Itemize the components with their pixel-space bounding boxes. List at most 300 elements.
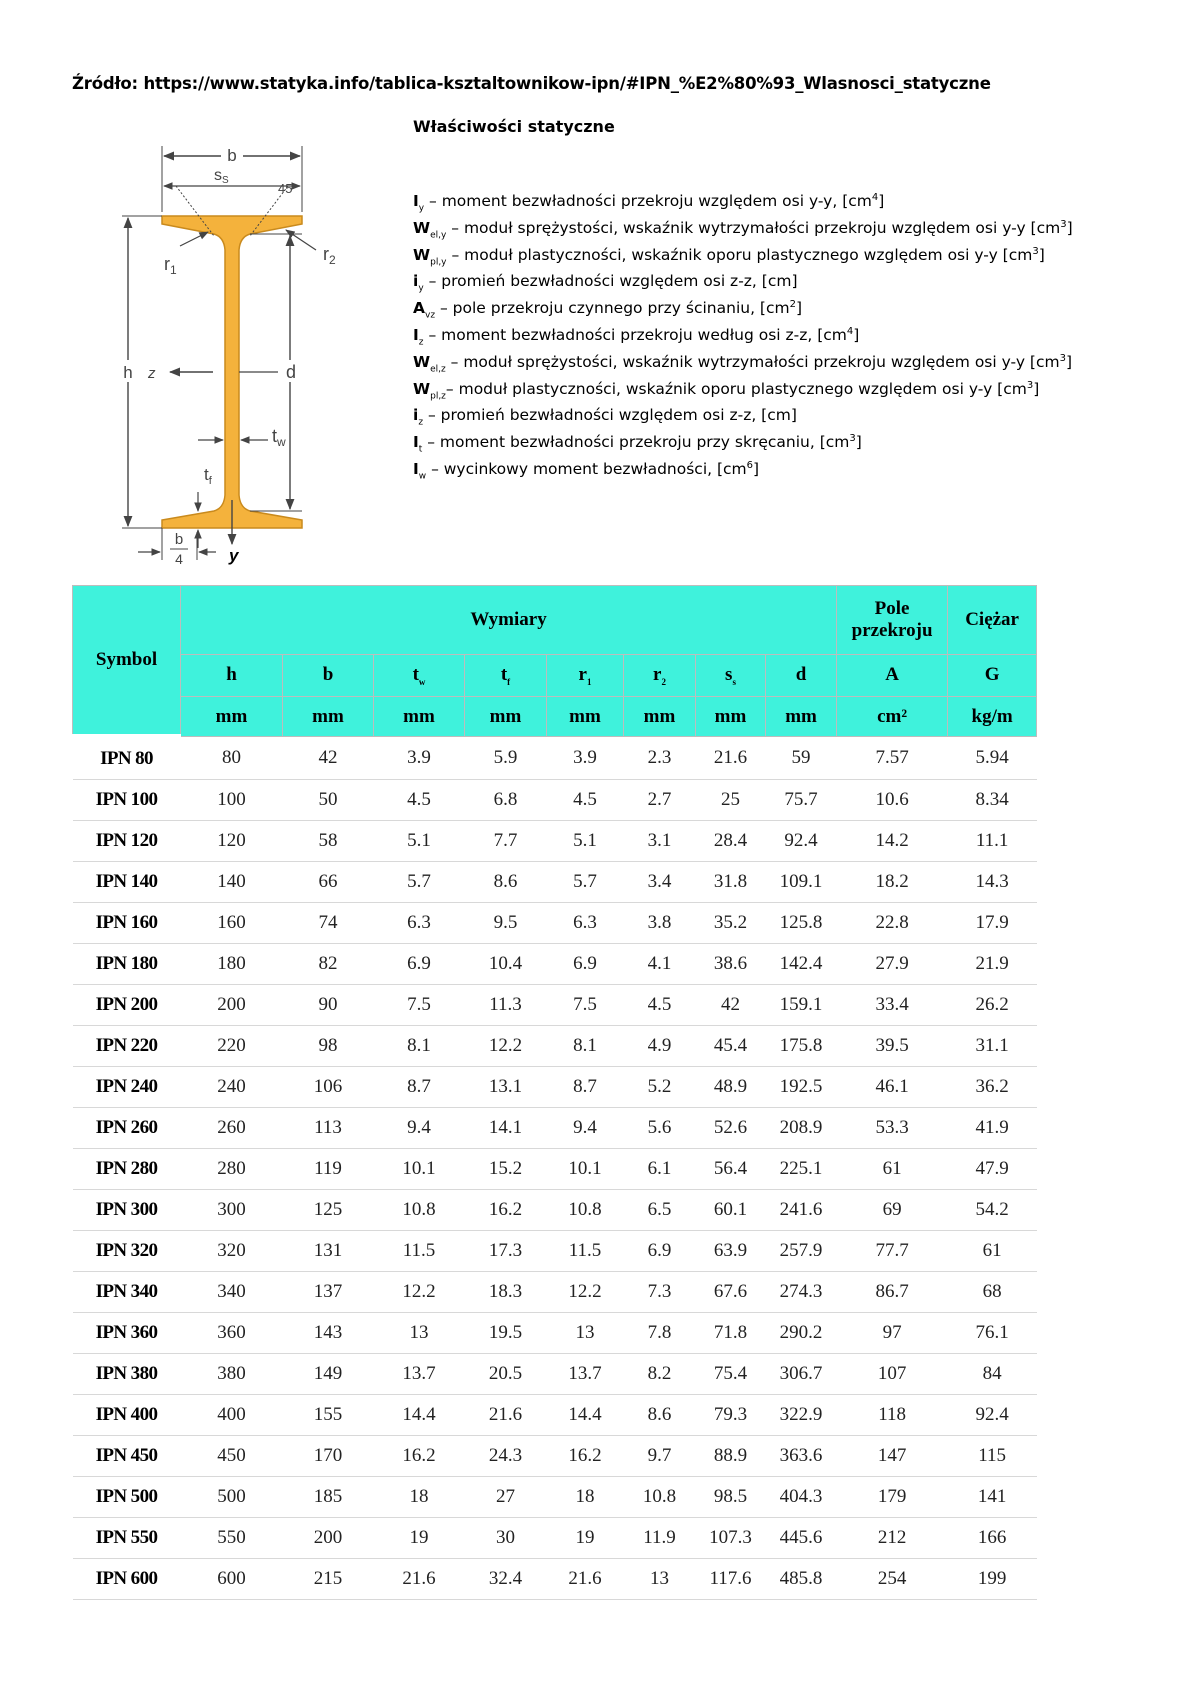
property-legend — [413, 185, 1073, 480]
table-cell: 175.8 — [766, 1026, 837, 1067]
table-cell: 5.1 — [374, 821, 465, 862]
table-cell: 9.4 — [547, 1108, 624, 1149]
table-row — [73, 1395, 1037, 1436]
table-cell: 7.5 — [374, 985, 465, 1026]
unit-header: mm — [181, 697, 283, 737]
table-cell: 18 — [547, 1477, 624, 1518]
column-header: $t_w$ — [374, 655, 465, 697]
table-cell: 11.5 — [374, 1231, 465, 1272]
label-d: d — [285, 362, 297, 382]
table-cell: 159.1 — [766, 985, 837, 1026]
table-cell: 147 — [837, 1436, 948, 1477]
table-row — [73, 821, 1037, 862]
table-cell: 42 — [696, 985, 766, 1026]
table-cell: 21.6 — [696, 737, 766, 780]
table-cell: 6.9 — [547, 944, 624, 985]
label-ss: sS — [214, 167, 229, 186]
table-cell: 16.2 — [465, 1190, 547, 1231]
table-row — [73, 903, 1037, 944]
header-weight: Ciężar — [948, 586, 1037, 655]
table-cell: 5.7 — [547, 862, 624, 903]
profile-symbol-cell: IPN 100 — [73, 780, 181, 821]
table-cell: 14.1 — [465, 1108, 547, 1149]
table-cell: 69 — [837, 1190, 948, 1231]
legend-text: – moduł plastyczności, wskaźnik oporu plastycznego względem osi y-y [cm — [445, 379, 1027, 398]
table-cell: 5.2 — [624, 1067, 696, 1108]
legend-tail: ] — [795, 299, 803, 318]
legend-text: – wycinkowy moment bezwładności, [cm — [426, 460, 747, 479]
legend-text: – moment bezwładności przekroju według osi z-z, [cm — [423, 326, 847, 345]
legend-text: – pole przekroju czynnego przy ścinaniu, [cm — [435, 299, 790, 318]
legend-subscript: vz — [425, 310, 436, 321]
table-cell: 107.3 — [696, 1518, 766, 1559]
table-cell: 35.2 — [696, 903, 766, 944]
table-cell: 66 — [283, 862, 374, 903]
table-row — [73, 1518, 1037, 1559]
table-cell: 260 — [181, 1108, 283, 1149]
profile-symbol-cell: IPN 500 — [73, 1477, 181, 1518]
table-cell: 6.8 — [465, 780, 547, 821]
table-cell: 16.2 — [374, 1436, 465, 1477]
legend-superscript: 4 — [846, 325, 854, 337]
table-cell: 50 — [283, 780, 374, 821]
table-cell: 4.5 — [547, 780, 624, 821]
table-cell: 380 — [181, 1354, 283, 1395]
header-dimensions: Wymiary — [181, 586, 837, 655]
table-cell: 10.1 — [547, 1149, 624, 1190]
table-cell: 13 — [547, 1313, 624, 1354]
legend-text: – promień bezwładności względem osi z-z, [cm] — [423, 406, 797, 425]
table-row — [73, 985, 1037, 1026]
table-row — [73, 1272, 1037, 1313]
legend-superscript: 3 — [1060, 218, 1067, 230]
table-cell: 67.6 — [696, 1272, 766, 1313]
table-cell: 75.7 — [766, 780, 837, 821]
table-cell: 107 — [837, 1354, 948, 1395]
table-cell: 192.5 — [766, 1067, 837, 1108]
legend-tail: ] — [753, 460, 760, 479]
table-cell: 10.4 — [465, 944, 547, 985]
legend-tail: ] — [1065, 352, 1073, 371]
ipn-properties-table — [72, 585, 1037, 1600]
legend-superscript: 3 — [1026, 379, 1034, 391]
table-cell: 500 — [181, 1477, 283, 1518]
unit-header: mm — [766, 697, 837, 737]
table-cell: 18.3 — [465, 1272, 547, 1313]
table-row — [73, 1313, 1037, 1354]
table-cell: 47.9 — [948, 1149, 1037, 1190]
table-cell: 3.8 — [624, 903, 696, 944]
column-header: G — [948, 655, 1037, 697]
column-header: h — [181, 655, 283, 697]
profile-symbol-cell: IPN 300 — [73, 1190, 181, 1231]
table-cell: 68 — [948, 1272, 1037, 1313]
table-cell: 4.1 — [624, 944, 696, 985]
unit-header: mm — [696, 697, 766, 737]
table-cell: 257.9 — [766, 1231, 837, 1272]
legend-symbol: W — [413, 218, 431, 237]
table-cell: 3.9 — [547, 737, 624, 780]
table-cell: 13.1 — [465, 1067, 547, 1108]
table-cell: 340 — [181, 1272, 283, 1313]
legend-item — [413, 399, 1073, 426]
table-cell: 125.8 — [766, 903, 837, 944]
label-tf: $t_f$ — [204, 465, 212, 487]
table-cell: 8.34 — [948, 780, 1037, 821]
table-cell: 125 — [283, 1190, 374, 1231]
profile-symbol-cell: IPN 280 — [73, 1149, 181, 1190]
legend-symbol: A — [413, 299, 425, 318]
table-cell: 84 — [948, 1354, 1037, 1395]
table-cell: 7.5 — [547, 985, 624, 1026]
table-cell: 363.6 — [766, 1436, 837, 1477]
table-cell: 31.1 — [948, 1026, 1037, 1067]
legend-symbol: W — [413, 379, 431, 398]
profile-symbol-cell: IPN 200 — [73, 985, 181, 1026]
table-cell: 80 — [181, 737, 283, 780]
legend-subscript: z — [418, 337, 424, 348]
table-cell: 280 — [181, 1149, 283, 1190]
legend-symbol: W — [413, 245, 431, 264]
legend-subscript: el,z — [430, 364, 446, 375]
table-cell: 9.4 — [374, 1108, 465, 1149]
legend-superscript: 3 — [1059, 352, 1066, 364]
legend-subscript: pl,y — [430, 256, 447, 267]
profile-symbol-cell: IPN 180 — [73, 944, 181, 985]
legend-item — [413, 373, 1073, 400]
table-cell: 322.9 — [766, 1395, 837, 1436]
table-cell: 10.8 — [547, 1190, 624, 1231]
unit-header: mm — [374, 697, 465, 737]
legend-text: – moment bezwładności przekroju względem osi y-y, [cm — [424, 192, 872, 211]
table-cell: 3.1 — [624, 821, 696, 862]
legend-subscript: y — [418, 283, 424, 294]
unit-header: mm — [283, 697, 374, 737]
label-z: z — [148, 365, 156, 382]
table-cell: 13.7 — [547, 1354, 624, 1395]
table-cell: 5.7 — [374, 862, 465, 903]
table-cell: 8.6 — [465, 862, 547, 903]
table-cell: 306.7 — [766, 1354, 837, 1395]
table-cell: 7.7 — [465, 821, 547, 862]
table-cell: 6.5 — [624, 1190, 696, 1231]
table-cell: 18 — [374, 1477, 465, 1518]
profile-symbol-cell: IPN 80 — [73, 737, 181, 780]
table-cell: 31.8 — [696, 862, 766, 903]
table-cell: 404.3 — [766, 1477, 837, 1518]
table-cell: 7.57 — [837, 737, 948, 780]
table-cell: 21.9 — [948, 944, 1037, 985]
table-cell: 38.6 — [696, 944, 766, 985]
table-cell: 160 — [181, 903, 283, 944]
table-cell: 77.7 — [837, 1231, 948, 1272]
table-cell: 4.9 — [624, 1026, 696, 1067]
legend-tail: ] — [1033, 379, 1040, 398]
profile-symbol-cell: IPN 160 — [73, 903, 181, 944]
table-cell: 8.6 — [624, 1395, 696, 1436]
legend-subscript: z — [418, 417, 424, 428]
column-header: $s_s$ — [696, 655, 766, 697]
table-cell: 106 — [283, 1067, 374, 1108]
legend-tail: ] — [853, 326, 860, 345]
profile-symbol-cell: IPN 340 — [73, 1272, 181, 1313]
table-cell: 241.6 — [766, 1190, 837, 1231]
table-cell: 5.1 — [547, 821, 624, 862]
profile-symbol-cell: IPN 380 — [73, 1354, 181, 1395]
table-cell: 149 — [283, 1354, 374, 1395]
table-cell: 11.5 — [547, 1231, 624, 1272]
legend-superscript: 4 — [871, 192, 879, 203]
table-cell: 90 — [283, 985, 374, 1026]
table-cell: 6.9 — [624, 1231, 696, 1272]
table-cell: 19 — [547, 1518, 624, 1559]
profile-symbol-cell: IPN 450 — [73, 1436, 181, 1477]
table-cell: 2.7 — [624, 780, 696, 821]
legend-item — [413, 265, 1073, 292]
table-cell: 2.3 — [624, 737, 696, 780]
header-row-units — [73, 697, 1037, 737]
table-cell: 215 — [283, 1559, 374, 1600]
table-row — [73, 1436, 1037, 1477]
table-cell: 97 — [837, 1313, 948, 1354]
table-cell: 320 — [181, 1231, 283, 1272]
table-cell: 11.3 — [465, 985, 547, 1026]
table-cell: 445.6 — [766, 1518, 837, 1559]
table-cell: 98 — [283, 1026, 374, 1067]
table-cell: 21.6 — [374, 1559, 465, 1600]
table-cell: 63.9 — [696, 1231, 766, 1272]
legend-symbol: I — [413, 460, 419, 479]
legend-item — [413, 212, 1073, 239]
table-row — [73, 862, 1037, 903]
table-cell: 120 — [181, 821, 283, 862]
profile-symbol-cell: IPN 260 — [73, 1108, 181, 1149]
table-cell: 199 — [948, 1559, 1037, 1600]
table-cell: 113 — [283, 1108, 374, 1149]
table-cell: 58 — [283, 821, 374, 862]
header-symbol: Symbol — [73, 586, 181, 737]
table-cell: 52.6 — [696, 1108, 766, 1149]
table-cell: 12.2 — [547, 1272, 624, 1313]
table-cell: 32.4 — [465, 1559, 547, 1600]
table-cell: 36.2 — [948, 1067, 1037, 1108]
table-cell: 61 — [948, 1231, 1037, 1272]
legend-item — [413, 453, 1073, 480]
table-cell: 131 — [283, 1231, 374, 1272]
table-cell: 3.4 — [624, 862, 696, 903]
table-cell: 119 — [283, 1149, 374, 1190]
legend-superscript: 3 — [849, 433, 856, 445]
table-cell: 33.4 — [837, 985, 948, 1026]
table-cell: 16.2 — [547, 1436, 624, 1477]
legend-superscript: 2 — [789, 299, 796, 311]
table-cell: 5.94 — [948, 737, 1037, 780]
table-cell: 6.3 — [547, 903, 624, 944]
table-cell: 254 — [837, 1559, 948, 1600]
table-cell: 13.7 — [374, 1354, 465, 1395]
table-cell: 74 — [283, 903, 374, 944]
table-cell: 115 — [948, 1436, 1037, 1477]
label-r1: $r_1$ — [164, 254, 177, 277]
table-cell: 46.1 — [837, 1067, 948, 1108]
table-cell: 212 — [837, 1518, 948, 1559]
table-cell: 12.2 — [374, 1272, 465, 1313]
table-cell: 92.4 — [766, 821, 837, 862]
table-cell: 200 — [181, 985, 283, 1026]
table-cell: 13 — [624, 1559, 696, 1600]
table-cell: 21.6 — [465, 1395, 547, 1436]
label-tw: $t_w$ — [272, 426, 286, 449]
legend-superscript: 6 — [746, 459, 754, 471]
column-header: $t_f$ — [465, 655, 547, 697]
table-row — [73, 1559, 1037, 1600]
section-title: Właściwości statyczne — [413, 117, 615, 136]
table-cell: 170 — [283, 1436, 374, 1477]
table-row — [73, 1149, 1037, 1190]
table-cell: 485.8 — [766, 1559, 837, 1600]
header-area: Pole przekroju — [837, 586, 948, 655]
label-angle: 45° — [278, 181, 298, 196]
table-cell: 180 — [181, 944, 283, 985]
table-cell: 179 — [837, 1477, 948, 1518]
table-cell: 140 — [181, 862, 283, 903]
table-cell: 39.5 — [837, 1026, 948, 1067]
table-cell: 27 — [465, 1477, 547, 1518]
table-cell: 11.9 — [624, 1518, 696, 1559]
legend-text: – moduł sprężystości, wskaźnik wytrzymałości przekroju względem osi y-y [cm — [445, 352, 1060, 371]
table-cell: 10.8 — [374, 1190, 465, 1231]
table-cell: 7.8 — [624, 1313, 696, 1354]
table-cell: 4.5 — [624, 985, 696, 1026]
table-cell: 200 — [283, 1518, 374, 1559]
legend-item — [413, 185, 1073, 212]
table-cell: 10.1 — [374, 1149, 465, 1190]
table-cell: 88.9 — [696, 1436, 766, 1477]
legend-symbol: i — [413, 272, 419, 291]
table-cell: 142.4 — [766, 944, 837, 985]
table-cell: 10.8 — [624, 1477, 696, 1518]
table-cell: 28.4 — [696, 821, 766, 862]
table-row — [73, 944, 1037, 985]
profile-symbol-cell: IPN 140 — [73, 862, 181, 903]
table-cell: 5.6 — [624, 1108, 696, 1149]
table-cell: 86.7 — [837, 1272, 948, 1313]
table-cell: 8.1 — [547, 1026, 624, 1067]
legend-subscript: el,y — [430, 230, 447, 241]
table-cell: 8.7 — [374, 1067, 465, 1108]
table-cell: 82 — [283, 944, 374, 985]
label-b4-num: b — [174, 531, 184, 548]
legend-item — [413, 426, 1073, 453]
table-cell: 600 — [181, 1559, 283, 1600]
table-cell: 11.1 — [948, 821, 1037, 862]
table-cell: 9.7 — [624, 1436, 696, 1477]
legend-subscript: t — [418, 444, 423, 455]
table-cell: 300 — [181, 1190, 283, 1231]
legend-text: – promień bezwładności względem osi z-z, [cm] — [423, 272, 798, 291]
legend-text: – moduł sprężystości, wskaźnik wytrzymałości przekroju względem osi y-y [cm — [446, 218, 1061, 237]
table-cell: 5.9 — [465, 737, 547, 780]
table-cell: 290.2 — [766, 1313, 837, 1354]
profile-symbol-cell: IPN 240 — [73, 1067, 181, 1108]
profile-symbol-cell: IPN 400 — [73, 1395, 181, 1436]
table-cell: 61 — [837, 1149, 948, 1190]
table-cell: 141 — [948, 1477, 1037, 1518]
table-cell: 6.1 — [624, 1149, 696, 1190]
table-cell: 225.1 — [766, 1149, 837, 1190]
table-cell: 100 — [181, 780, 283, 821]
legend-symbol: I — [413, 192, 419, 211]
profile-symbol-cell: IPN 320 — [73, 1231, 181, 1272]
table-cell: 18.2 — [837, 862, 948, 903]
table-row — [73, 1190, 1037, 1231]
column-header: $r_1$ — [547, 655, 624, 697]
unit-header: mm — [465, 697, 547, 737]
table-cell: 166 — [948, 1518, 1037, 1559]
table-cell: 7.3 — [624, 1272, 696, 1313]
legend-item — [413, 319, 1073, 346]
table-cell: 143 — [283, 1313, 374, 1354]
unit-header: kg/m — [948, 697, 1037, 737]
table-cell: 54.2 — [948, 1190, 1037, 1231]
legend-text: – moment bezwładności przekroju przy skręcaniu, [cm — [422, 433, 850, 452]
table-row — [73, 780, 1037, 821]
source-line: Źródło: https://www.statyka.info/tablica-ksztaltownikow-ipn/#IPN_%E2%80%93_Wlasnosci_statyczne — [72, 74, 991, 93]
table-cell: 45.4 — [696, 1026, 766, 1067]
table-cell: 53.3 — [837, 1108, 948, 1149]
table-cell: 6.3 — [374, 903, 465, 944]
table-cell: 550 — [181, 1518, 283, 1559]
legend-symbol: i — [413, 406, 419, 425]
table-cell: 15.2 — [465, 1149, 547, 1190]
table-cell: 22.8 — [837, 903, 948, 944]
legend-item — [413, 239, 1073, 266]
table-cell: 20.5 — [465, 1354, 547, 1395]
table-cell: 14.4 — [374, 1395, 465, 1436]
ipn-cross-section-diagram — [118, 140, 358, 570]
label-b: b — [227, 146, 237, 165]
legend-superscript: 3 — [1032, 245, 1039, 257]
profile-symbol-cell: IPN 220 — [73, 1026, 181, 1067]
table-cell: 3.9 — [374, 737, 465, 780]
column-header: $r_2$ — [624, 655, 696, 697]
column-header: A — [837, 655, 948, 697]
legend-text: – moduł plastyczności, wskaźnik oporu plastycznego względem osi y-y [cm — [446, 245, 1033, 264]
legend-subscript: w — [418, 471, 427, 482]
legend-item — [413, 292, 1073, 319]
table-cell: 8.2 — [624, 1354, 696, 1395]
table-row — [73, 1231, 1037, 1272]
legend-subscript: pl,z — [430, 390, 446, 401]
table-cell: 30 — [465, 1518, 547, 1559]
table-cell: 274.3 — [766, 1272, 837, 1313]
table-row — [73, 1477, 1037, 1518]
legend-symbol: W — [413, 352, 431, 371]
table-row — [73, 1026, 1037, 1067]
table-cell: 6.9 — [374, 944, 465, 985]
table-cell: 48.9 — [696, 1067, 766, 1108]
table-cell: 400 — [181, 1395, 283, 1436]
table-cell: 450 — [181, 1436, 283, 1477]
table-cell: 75.4 — [696, 1354, 766, 1395]
legend-tail: ] — [878, 192, 885, 211]
table-cell: 185 — [283, 1477, 374, 1518]
profile-symbol-cell: IPN 550 — [73, 1518, 181, 1559]
table-cell: 60.1 — [696, 1190, 766, 1231]
profile-symbol-cell: IPN 360 — [73, 1313, 181, 1354]
table-body — [73, 737, 1037, 1600]
table-cell: 4.5 — [374, 780, 465, 821]
